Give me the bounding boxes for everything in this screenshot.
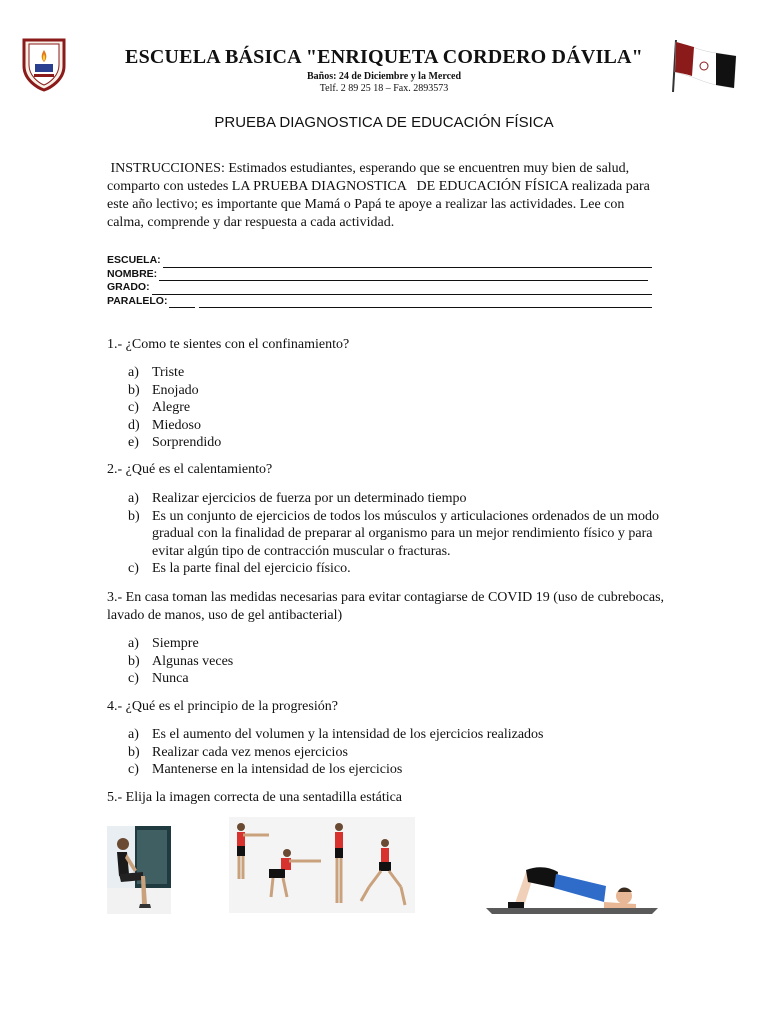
option[interactable]: a) Es el aumento del volumen y la intensidad de los ejercicios realizados	[128, 727, 544, 742]
option[interactable]: a) Siempre	[128, 636, 199, 651]
field-line	[152, 284, 652, 295]
option[interactable]: b) Enojado	[128, 382, 199, 398]
option[interactable]: a) Realizar ejercicios de fuerza por un determinado tiempo	[128, 491, 467, 506]
question-1-options	[128, 364, 668, 452]
field-label: PARALELO:	[107, 294, 168, 307]
question-5: 5.- Elija la imagen correcta de una sentadilla estática	[107, 790, 403, 805]
option[interactable]: c) Alegre	[128, 400, 191, 415]
field-line	[163, 257, 652, 268]
question-1: 1.- ¿Como te sientes con el confinamiento?	[107, 337, 350, 352]
question-3-options	[128, 635, 668, 688]
field-line	[159, 270, 648, 281]
option[interactable]: c) Mantenerse en la intensidad de los ejercicios	[128, 762, 403, 777]
field-paralelo[interactable]	[107, 295, 652, 309]
option[interactable]: b) Es un conjunto de ejercicios de todos los músculos y articulaciones ordenados de un modo gradual con la finalidad de preparar al organismo para un mejor rendimiento físico y para evitar algún tipo de contracción muscular o fracturas.	[128, 508, 660, 559]
field-label: GRADO:	[107, 281, 150, 293]
question-2: 2.- ¿Qué es el calentamiento?	[107, 462, 273, 477]
field-line-short	[169, 297, 195, 308]
squat-sequence-image[interactable]	[229, 817, 415, 913]
field-escuela[interactable]	[107, 254, 652, 268]
field-line	[199, 297, 652, 308]
question-4-options	[128, 726, 668, 779]
field-grado[interactable]	[107, 281, 652, 295]
field-label: NOMBRE:	[107, 267, 158, 280]
field-nombre[interactable]	[107, 268, 652, 282]
student-info-fields	[107, 254, 652, 308]
option[interactable]: b) Algunas veces	[128, 653, 234, 669]
school-name: ESCUELA BÁSICA "ENRIQUETA CORDERO DÁVILA"	[125, 46, 643, 68]
question-2-options	[128, 490, 668, 578]
test-title: PRUEBA DIAGNOSTICA DE EDUCACIÓN FÍSICA	[214, 114, 554, 131]
option[interactable]: b) Realizar cada vez menos ejercicios	[128, 744, 348, 760]
glute-bridge-image[interactable]	[486, 852, 658, 916]
question-4: 4.- ¿Qué es el principio de la progresión?	[107, 699, 338, 714]
option[interactable]: c) Nunca	[128, 671, 189, 686]
option[interactable]: a) Triste	[128, 365, 185, 380]
option[interactable]: c) Es la parte final del ejercicio físico.	[128, 561, 351, 576]
school-address: Baños: 24 de Diciembre y la Merced	[306, 71, 462, 82]
question-3: 3.- En casa toman las medidas necesarias para evitar contagiarse de COVID 19 (uso de cubrebocas, lavado de manos, uso de gel antibacterial)	[107, 590, 665, 623]
school-phone: Telf. 2 89 25 18 – Fax. 2893573	[319, 83, 449, 94]
instructions-text: INSTRUCCIONES: Estimados estudiantes, esperando que se encuentren muy bien de salud, comparto con ustedes LA PRUEBA DIAGNOSTICA DE EDUCACIÓN FÍSICA realizada para este año lectivo; es importante que Mamá o Papá te apoye a realizar las actividades. Lee con calma, comprende y dar respuesta a cada actividad.	[107, 161, 654, 230]
wall-sit-image[interactable]	[107, 826, 171, 914]
field-label: ESCUELA:	[107, 254, 161, 266]
option[interactable]: e) Sorprendido	[128, 435, 222, 450]
option[interactable]: d) Miedoso	[128, 417, 201, 433]
